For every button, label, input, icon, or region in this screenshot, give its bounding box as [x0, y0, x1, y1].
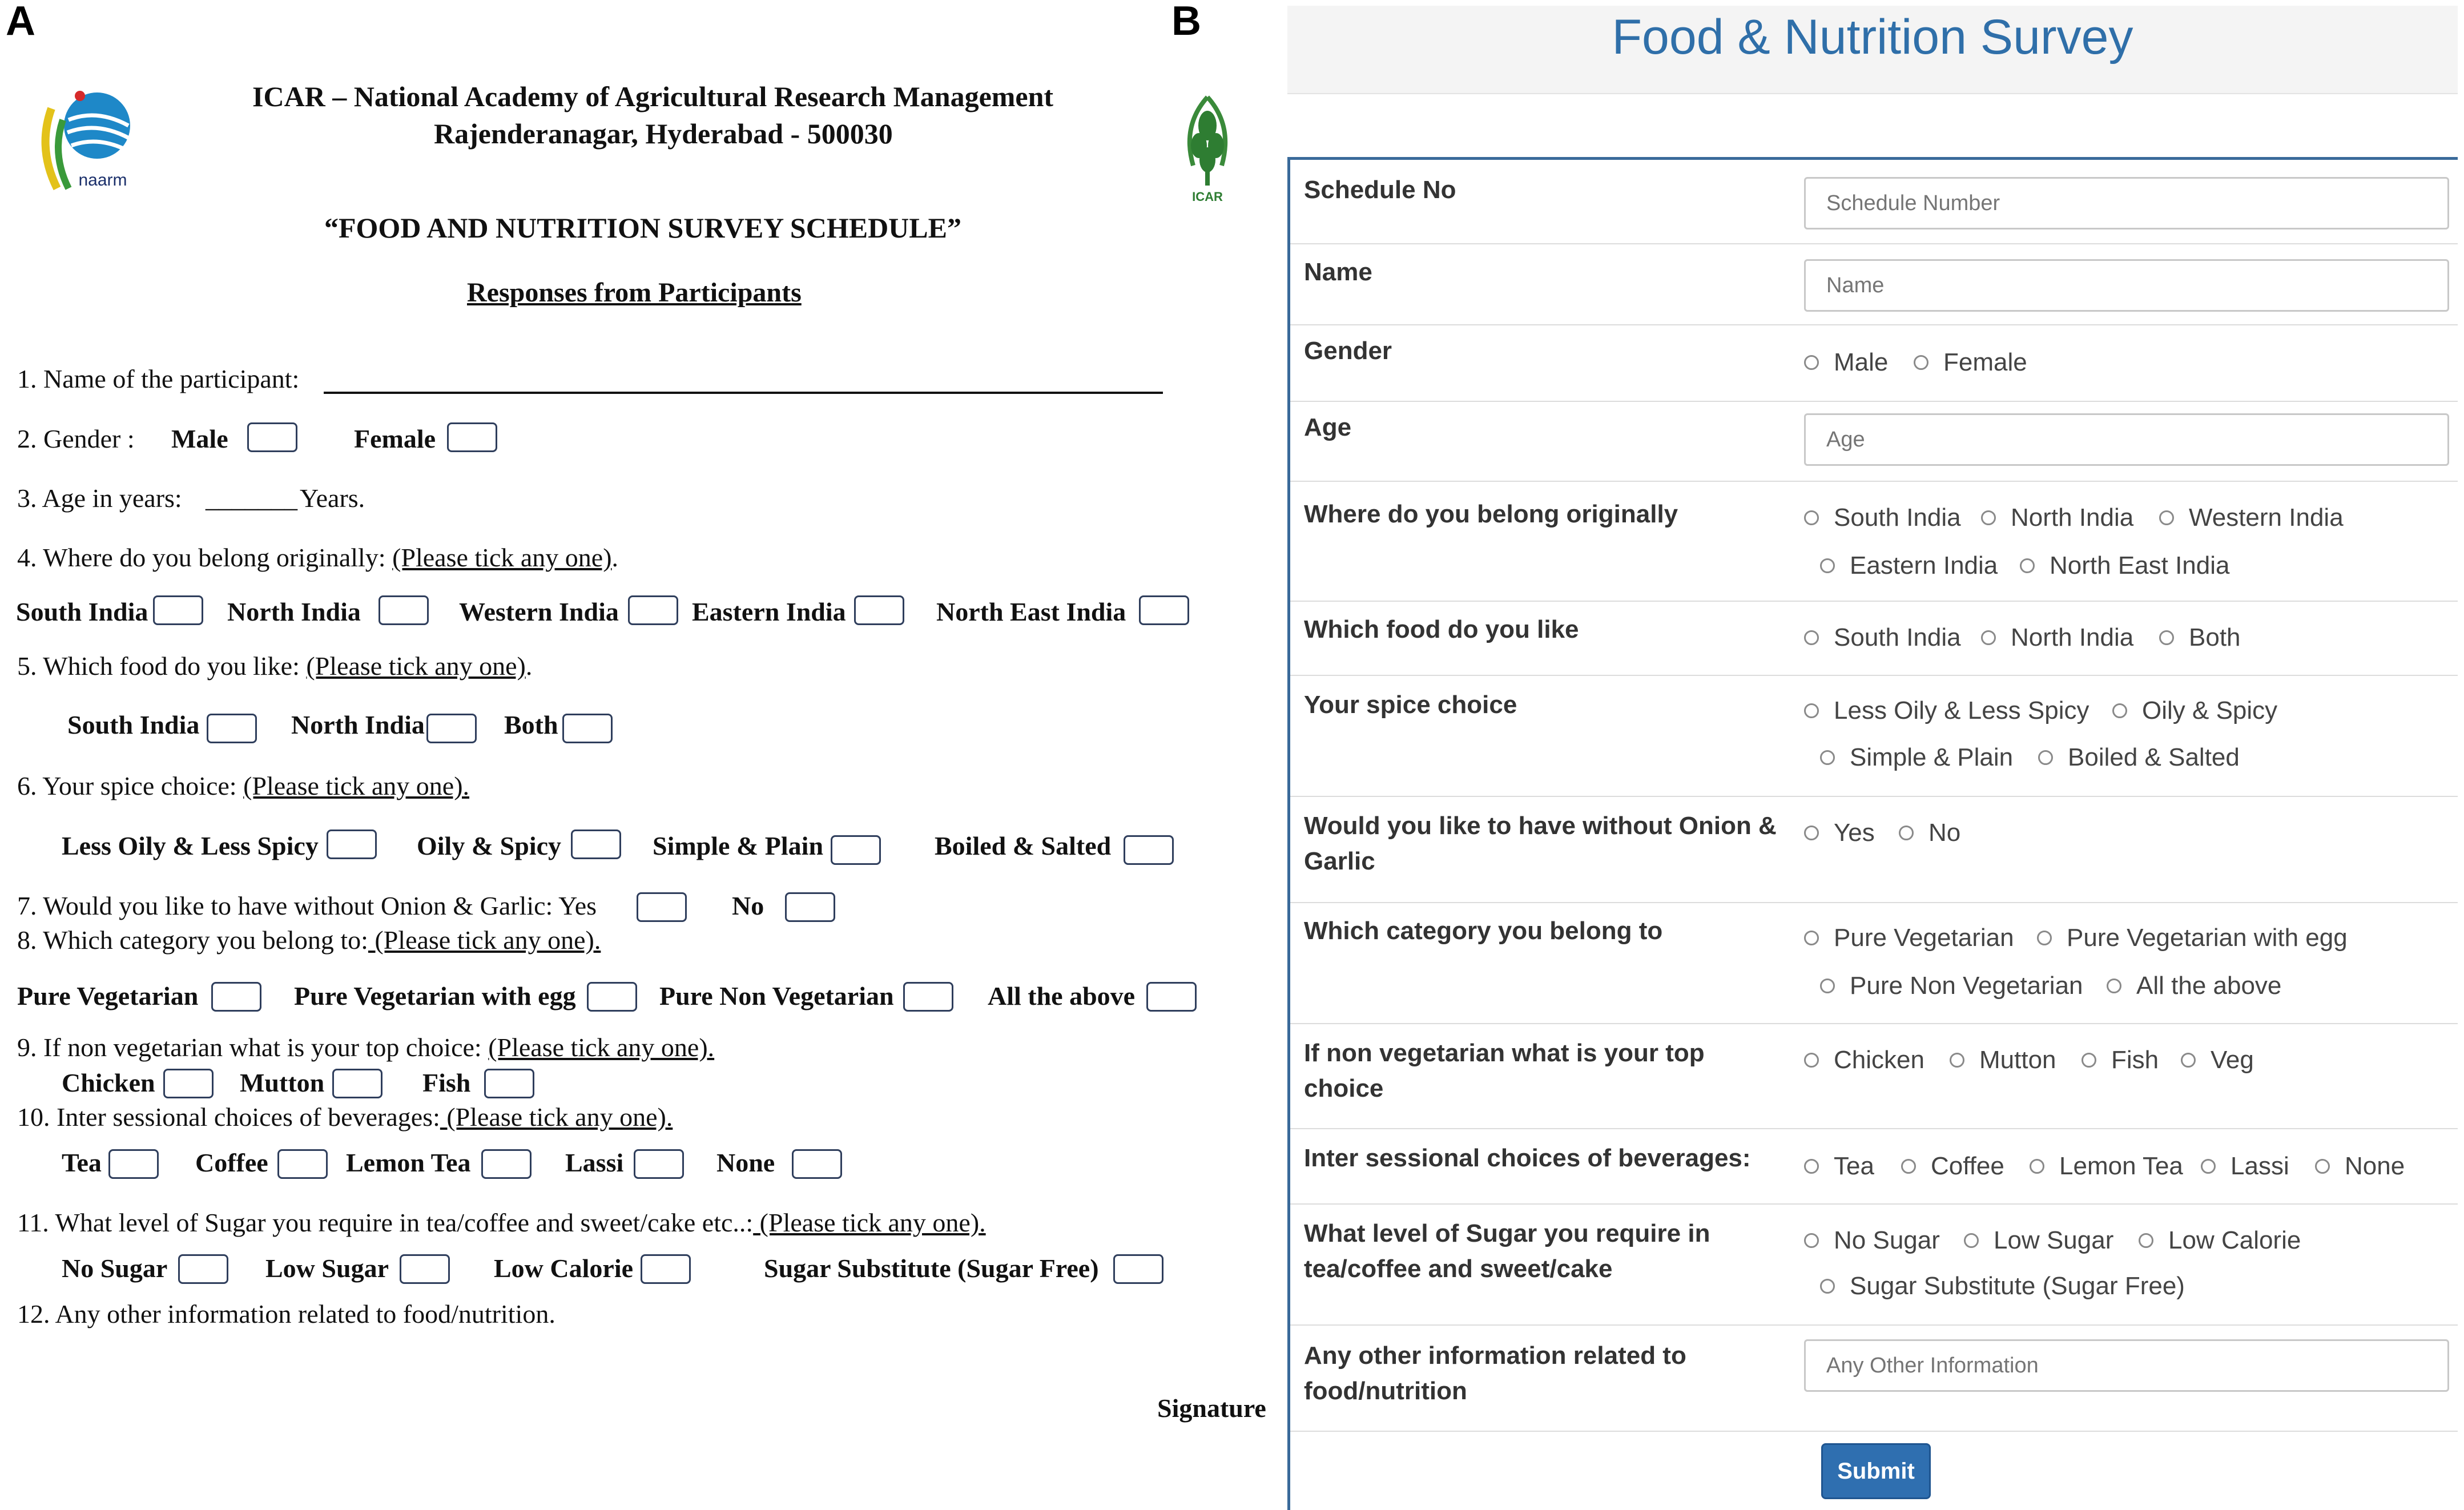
q2-female-checkbox[interactable] [447, 422, 497, 452]
q10-tea-checkbox[interactable] [108, 1149, 159, 1179]
radio-icon [1804, 703, 1819, 718]
other-info-row [1290, 1326, 2458, 1432]
radio-icon [1981, 630, 1996, 645]
signature-label: Signature [1157, 1394, 1266, 1423]
food-both-radio[interactable]: Both [2159, 623, 2241, 652]
bev-lassi-radio[interactable]: Lassi [2201, 1152, 2289, 1181]
q4-south-india-checkbox[interactable] [153, 595, 203, 625]
q6-less-oily-checkbox[interactable] [327, 830, 377, 859]
radio-icon [1981, 510, 1996, 525]
q9-mutton-checkbox[interactable] [332, 1069, 383, 1098]
radio-icon [2181, 1053, 2196, 1068]
q9-opt-fish: Fish [422, 1068, 471, 1097]
category-all-above-radio[interactable]: All the above [2107, 972, 2281, 1000]
sugar-low-calorie-radio[interactable]: Low Calorie [2139, 1226, 2301, 1255]
schedule-row [1290, 160, 2458, 244]
onion-no-radio[interactable]: No [1899, 819, 1960, 847]
bev-none-radio[interactable]: None [2315, 1152, 2405, 1181]
radio-icon [1804, 826, 1819, 840]
q11-opt-sugar-substitute: Sugar Substitute (Sugar Free) [764, 1254, 1099, 1283]
nonveg-fish-radio[interactable]: Fish [2081, 1046, 2159, 1074]
q2-label: 2. Gender : [17, 424, 135, 453]
age-input[interactable] [1804, 413, 2449, 466]
q10-opt-lemon-tea: Lemon Tea [346, 1148, 471, 1177]
q10-opt-none: None [716, 1148, 775, 1177]
form-title: Food & Nutrition Survey [1612, 10, 2133, 65]
form-subtitle: Responses from Participants [467, 277, 802, 308]
radio-icon [1820, 558, 1835, 573]
sugar-label: What level of Sugar you require in tea/coffee and sweet/cake [1304, 1219, 1710, 1283]
q6-opt-less-oily: Less Oily & Less Spicy [62, 831, 319, 860]
q6-opt-simple-plain: Simple & Plain [653, 831, 824, 860]
q4-north-india-checkbox[interactable] [379, 595, 429, 625]
food-row [1290, 602, 2458, 676]
radio-icon [2030, 1159, 2044, 1174]
q11-label: 11. What level of Sugar you require in tea/coffee and sweet/cake etc..: (Please tick any one). [17, 1208, 986, 1237]
q4-opt-north-east-india: North East India [936, 597, 1126, 626]
q5-label: 5. Which food do you like: (Please tick any one). [17, 651, 533, 680]
q10-opt-coffee: Coffee [195, 1148, 268, 1177]
q9-label: 9. If non vegetarian what is your top choice: (Please tick any one). [17, 1033, 715, 1062]
beverages-row [1290, 1129, 2458, 1205]
q4-eastern-india-checkbox[interactable] [854, 595, 904, 625]
q11-no-sugar-checkbox[interactable] [178, 1254, 228, 1284]
q5-opt-south-india: South India [67, 710, 200, 739]
radio-icon [1804, 630, 1819, 645]
q4-north-east-india-checkbox[interactable] [1139, 595, 1189, 625]
category-pure-veg-radio[interactable]: Pure Vegetarian [1804, 924, 2014, 952]
header-line-1: ICAR – National Academy of Agricultural Research Management [252, 80, 1054, 112]
age-label: Age [1304, 413, 1352, 441]
radio-icon [1899, 826, 1914, 840]
radio-icon [1820, 979, 1835, 993]
schedule-number-input[interactable] [1804, 177, 2449, 229]
radio-icon [1820, 1279, 1835, 1294]
q8-opt-all-above: All the above [988, 981, 1136, 1010]
food-south-india-radio[interactable]: South India [1804, 623, 1961, 652]
nonveg-row [1290, 1024, 2458, 1129]
spice-oily-spicy-radio[interactable]: Oily & Spicy [2112, 696, 2277, 725]
radio-icon [1804, 1233, 1819, 1248]
q8-all-above-checkbox[interactable] [1146, 982, 1197, 1012]
submit-button[interactable]: Submit [1821, 1443, 1931, 1499]
q1-label: 1. Name of the participant: [17, 364, 300, 393]
name-input[interactable] [1804, 259, 2449, 312]
q6-oily-spicy-checkbox[interactable] [571, 830, 621, 859]
radio-icon [1950, 1053, 1964, 1068]
radio-icon [2201, 1159, 2216, 1174]
q8-pure-veg-egg-checkbox[interactable] [587, 982, 637, 1012]
food-north-india-radio[interactable]: North India [1981, 623, 2133, 652]
q5-opt-both: Both [504, 710, 558, 739]
q11-opt-low-sugar: Low Sugar [265, 1254, 389, 1283]
radio-icon [2139, 1233, 2153, 1248]
q10-lassi-checkbox[interactable] [634, 1149, 684, 1179]
radio-icon [1901, 1159, 1916, 1174]
form-header [1287, 6, 2458, 94]
radio-icon [2037, 931, 2052, 945]
q7-no-label: No [732, 891, 764, 920]
radio-icon [2159, 510, 2174, 525]
q6-opt-boiled-salted: Boiled & Salted [935, 831, 1112, 860]
q10-lemon-tea-checkbox[interactable] [481, 1149, 532, 1179]
q5-north-india-checkbox[interactable] [426, 714, 477, 743]
radio-icon [2159, 630, 2174, 645]
q5-opt-north-india: North India [291, 710, 425, 739]
icar-logo-icon [1159, 80, 1256, 206]
origin-row [1290, 482, 2458, 602]
origin-north-east-india-radio[interactable]: North East India [2020, 551, 2230, 580]
q10-coffee-checkbox[interactable] [277, 1149, 328, 1179]
beverages-label: Inter sessional choices of beverages: [1304, 1144, 1751, 1172]
spice-less-oily-radio[interactable]: Less Oily & Less Spicy [1804, 696, 2089, 725]
onion-garlic-label: Would you like to have without Onion & Garlic [1304, 812, 1777, 875]
q5-south-india-checkbox[interactable] [207, 714, 257, 743]
bev-lemon-tea-radio[interactable]: Lemon Tea [2030, 1152, 2183, 1181]
category-label: Which category you belong to [1304, 917, 1663, 945]
nonveg-chicken-radio[interactable]: Chicken [1804, 1046, 1925, 1074]
gender-label: Gender [1304, 337, 1392, 365]
naarm-logo-icon [34, 86, 148, 200]
onion-yes-radio[interactable]: Yes [1804, 819, 1875, 847]
sugar-no-sugar-radio[interactable]: No Sugar [1804, 1226, 1940, 1255]
radio-icon [1914, 355, 1928, 370]
q3-blank[interactable]: _______ [206, 484, 297, 513]
q12-label: 12. Any other information related to food/nutrition. [17, 1299, 555, 1328]
q5-both-checkbox[interactable] [562, 714, 613, 743]
q4-opt-eastern-india: Eastern India [692, 597, 846, 626]
schedule-label: Schedule No [1304, 176, 1456, 204]
origin-north-india-radio[interactable]: North India [1981, 504, 2133, 532]
radio-icon [2315, 1159, 2330, 1174]
origin-western-india-radio[interactable]: Western India [2159, 504, 2344, 532]
radio-icon [1820, 750, 1835, 765]
q3-years: Years. [300, 484, 365, 513]
q8-opt-pure-veg: Pure Vegetarian [17, 981, 199, 1010]
spice-label: Your spice choice [1304, 691, 1517, 719]
spice-boiled-salted-radio[interactable]: Boiled & Salted [2038, 743, 2240, 772]
other-info-input[interactable] [1804, 1339, 2449, 1392]
q8-pure-veg-checkbox[interactable] [211, 982, 261, 1012]
q9-fish-checkbox[interactable] [484, 1069, 534, 1098]
q4-label: 4. Where do you belong originally: (Please tick any one). [17, 543, 619, 572]
gender-row [1290, 325, 2458, 402]
nonveg-veg-radio[interactable]: Veg [2181, 1046, 2254, 1074]
q9-opt-chicken: Chicken [62, 1068, 155, 1097]
radio-icon [2081, 1053, 2096, 1068]
spice-row [1290, 676, 2458, 797]
food-label: Which food do you like [1304, 615, 1579, 643]
q7-label: 7. Would you like to have without Onion & Garlic: Yes [17, 891, 597, 920]
q2-male-checkbox[interactable] [247, 422, 297, 452]
category-pure-veg-egg-radio[interactable]: Pure Vegetarian with egg [2037, 924, 2348, 952]
q10-none-checkbox[interactable] [792, 1149, 842, 1179]
name-label: Name [1304, 258, 1372, 286]
q8-opt-pure-veg-egg: Pure Vegetarian with egg [294, 981, 576, 1010]
radio-icon [1804, 1053, 1819, 1068]
q9-opt-mutton: Mutton [240, 1068, 325, 1097]
q6-label: 6. Your spice choice: (Please tick any one). [17, 771, 470, 800]
q11-opt-no-sugar: No Sugar [62, 1254, 168, 1283]
nonveg-mutton-radio[interactable]: Mutton [1950, 1046, 2056, 1074]
radio-icon [1804, 931, 1819, 945]
radio-icon [2020, 558, 2035, 573]
gender-female-radio[interactable]: Female [1914, 348, 2027, 377]
q8-pure-nonveg-checkbox[interactable] [903, 982, 953, 1012]
form-body [1287, 157, 2458, 1510]
bev-tea-radio[interactable]: Tea [1804, 1152, 1874, 1181]
sugar-substitute-radio[interactable]: Sugar Substitute (Sugar Free) [1820, 1272, 2185, 1300]
q4-opt-south-india: South India [16, 597, 148, 626]
sugar-low-sugar-radio[interactable]: Low Sugar [1964, 1226, 2113, 1255]
q7-yes-checkbox[interactable] [637, 892, 687, 922]
q11-low-calorie-checkbox[interactable] [641, 1254, 691, 1284]
radio-icon [2107, 979, 2121, 993]
q6-boiled-salted-checkbox[interactable] [1124, 835, 1174, 865]
form-title: “FOOD AND NUTRITION SURVEY SCHEDULE” [324, 212, 961, 244]
q3-label: 3. Age in years: [17, 484, 182, 513]
q7-no-checkbox[interactable] [785, 892, 835, 922]
header-line-2: Rajenderanagar, Hyderabad - 500030 [434, 118, 893, 150]
q11-opt-low-calorie: Low Calorie [494, 1254, 634, 1283]
sugar-row [1290, 1205, 2458, 1326]
radio-icon [1964, 1233, 1979, 1248]
bev-coffee-radio[interactable]: Coffee [1901, 1152, 2004, 1181]
q4-western-india-checkbox[interactable] [628, 595, 678, 625]
origin-eastern-india-radio[interactable]: Eastern India [1820, 551, 1998, 580]
category-pure-nonveg-radio[interactable]: Pure Non Vegetarian [1820, 972, 2083, 1000]
panel-a-letter: A [6, 0, 35, 44]
other-info-label: Any other information related to food/nutrition [1304, 1342, 1686, 1405]
q10-opt-tea: Tea [62, 1148, 102, 1177]
q4-opt-north-india: North India [227, 597, 361, 626]
onion-garlic-row [1290, 797, 2458, 903]
q11-low-sugar-checkbox[interactable] [400, 1254, 450, 1284]
age-row [1290, 402, 2458, 482]
q2-male-label: Male [171, 424, 228, 453]
q6-opt-oily-spicy: Oily & Spicy [417, 831, 562, 860]
nonveg-label: If non vegetarian what is your top choice [1304, 1039, 1705, 1102]
origin-south-india-radio[interactable]: South India [1804, 504, 1961, 532]
q4-opt-western-india: Western India [459, 597, 619, 626]
radio-icon [2038, 750, 2053, 765]
q8-opt-pure-nonveg: Pure Non Vegetarian [659, 981, 894, 1010]
q1-name-line[interactable] [324, 392, 1163, 394]
q10-opt-lassi: Lassi [565, 1148, 624, 1177]
origin-label: Where do you belong originally [1304, 500, 1678, 528]
category-row [1290, 903, 2458, 1024]
q10-label: 10. Inter sessional choices of beverages: (Please tick any one). [17, 1102, 673, 1132]
panel-b-letter: B [1171, 0, 1201, 44]
radio-icon [1804, 1159, 1819, 1174]
q9-chicken-checkbox[interactable] [163, 1069, 214, 1098]
web-survey-form [1287, 0, 2464, 1510]
radio-icon [1804, 510, 1819, 525]
gender-male-radio[interactable]: Male [1804, 348, 1888, 377]
q2-female-label: Female [354, 424, 436, 453]
q8-label: 8. Which category you belong to: (Please tick any one). [17, 925, 601, 955]
spice-simple-plain-radio[interactable]: Simple & Plain [1820, 743, 2013, 772]
name-row [1290, 244, 2458, 325]
radio-icon [1804, 355, 1819, 370]
svg-text:ICAR: ICAR [1192, 190, 1223, 204]
svg-text:naarm: naarm [78, 171, 127, 190]
q11-sugar-substitute-checkbox[interactable] [1113, 1254, 1163, 1284]
radio-icon [2112, 703, 2127, 718]
q6-simple-plain-checkbox[interactable] [831, 835, 881, 865]
